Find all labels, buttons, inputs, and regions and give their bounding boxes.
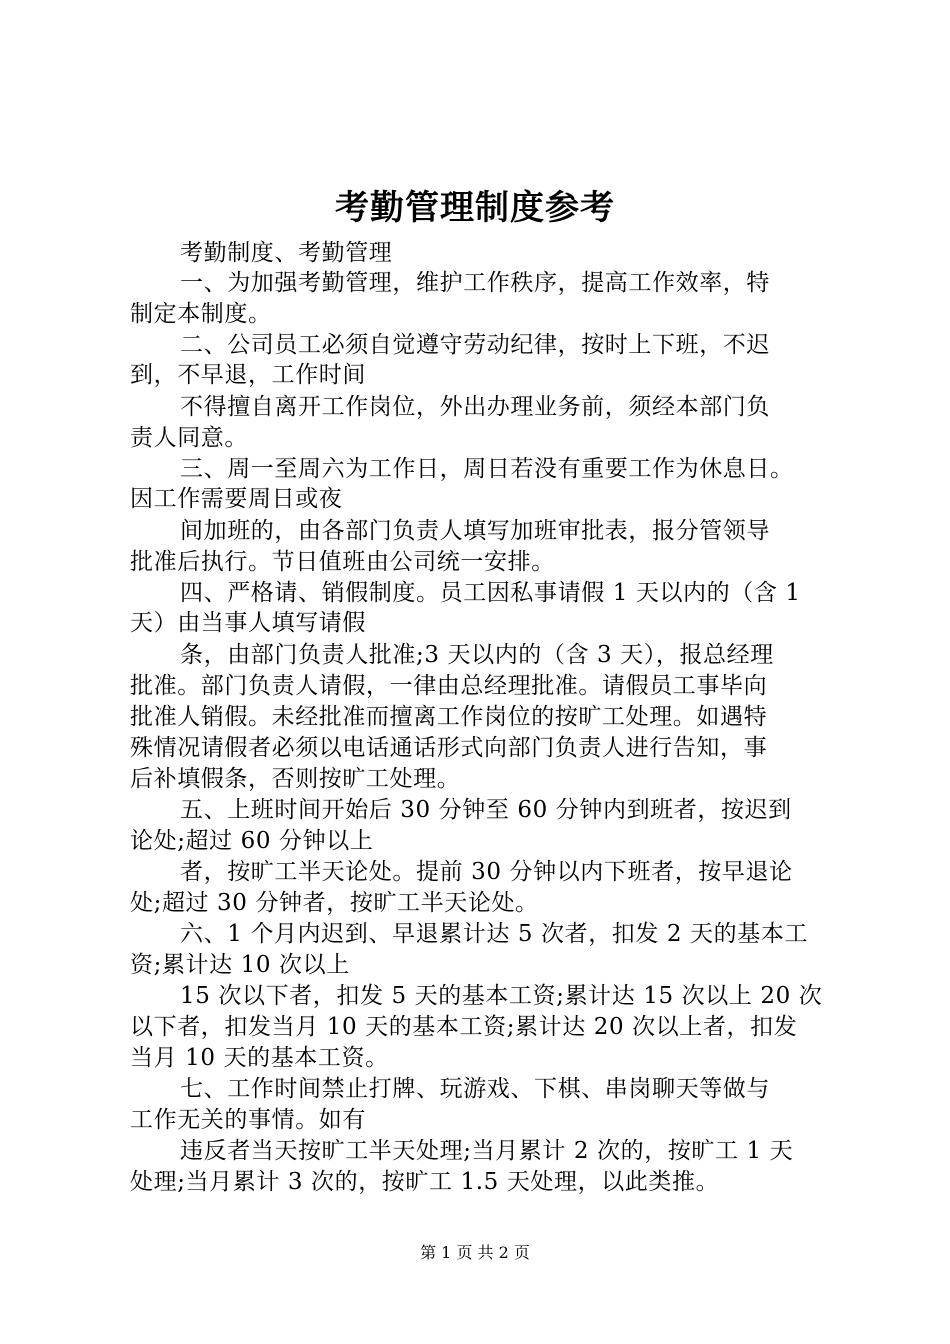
- body-line: 批准后执行。节日值班由公司统一安排。: [130, 549, 555, 575]
- body-line: 三、周一至周六为工作日，周日若没有重要工作为休息日。: [180, 456, 794, 482]
- body-line: 制定本制度。: [130, 301, 272, 327]
- body-line: 处理;当月累计 3 次的，按旷工 1.5 天处理，以此类推。: [130, 1169, 720, 1195]
- page-footer: 第 1 页 共 2 页: [420, 1243, 530, 1262]
- body-line: 五、上班时间开始后 30 分钟至 60 分钟内到班者，按迟到: [180, 797, 792, 823]
- body-line: 违反者当天按旷工半天处理;当月累计 2 次的，按旷工 1 天: [180, 1138, 794, 1164]
- body-line: 一、为加强考勤管理，维护工作秩序，提高工作效率，特: [180, 270, 770, 296]
- document-title: 考勤管理制度参考: [335, 188, 615, 228]
- body-line: 工作无关的事情。如有: [130, 1107, 366, 1133]
- body-line: 15 次以下者，扣发 5 天的基本工资;累计达 15 次以上 20 次: [180, 983, 823, 1009]
- body-line: 间加班的，由各部门负责人填写加班审批表，报分管领导: [180, 518, 770, 544]
- body-line: 者，按旷工半天论处。提前 30 分钟以内下班者，按早退论: [180, 859, 793, 885]
- body-line: 考勤制度、考勤管理: [180, 240, 393, 266]
- body-line: 因工作需要周日或夜: [130, 486, 343, 512]
- body-line: 责人同意。: [130, 425, 248, 451]
- body-line: 条，由部门负责人批准;3 天以内的（含 3 天），报总经理: [180, 642, 774, 668]
- body-line: 四、严格请、销假制度。员工因私事请假 1 天以内的（含 1: [180, 580, 801, 606]
- body-line: 天）由当事人填写请假: [130, 610, 366, 636]
- body-line: 后补填假条，否则按旷工处理。: [130, 766, 461, 792]
- body-line: 论处;超过 60 分钟以上: [130, 828, 374, 854]
- body-line: 到，不早退，工作时间: [130, 362, 366, 388]
- body-line: 资;累计达 10 次以上: [130, 952, 350, 978]
- body-line: 二、公司员工必须自觉遵守劳动纪律，按时上下班，不迟: [180, 332, 770, 358]
- body-line: 七、工作时间禁止打牌、玩游戏、下棋、串岗聊天等做与: [180, 1076, 770, 1102]
- body-line: 批准人销假。未经批准而擅离工作岗位的按旷工处理。如遇特: [130, 704, 768, 730]
- body-line: 六、1 个月内迟到、早退累计达 5 次者，扣发 2 天的基本工: [180, 921, 809, 947]
- body-line: 殊情况请假者必须以电话通话形式向部门负责人进行告知，事: [130, 735, 768, 761]
- body-line: 当月 10 天的基本工资。: [130, 1045, 389, 1071]
- body-line: 批准。部门负责人请假，一律由总经理批准。请假员工事毕向: [130, 673, 768, 699]
- body-line: 不得擅自离开工作岗位，外出办理业务前，须经本部门负: [180, 394, 770, 420]
- body-line: 处;超过 30 分钟者，按旷工半天论处。: [130, 890, 539, 916]
- body-line: 以下者，扣发当月 10 天的基本工资;累计达 20 次以上者，扣发: [130, 1014, 798, 1040]
